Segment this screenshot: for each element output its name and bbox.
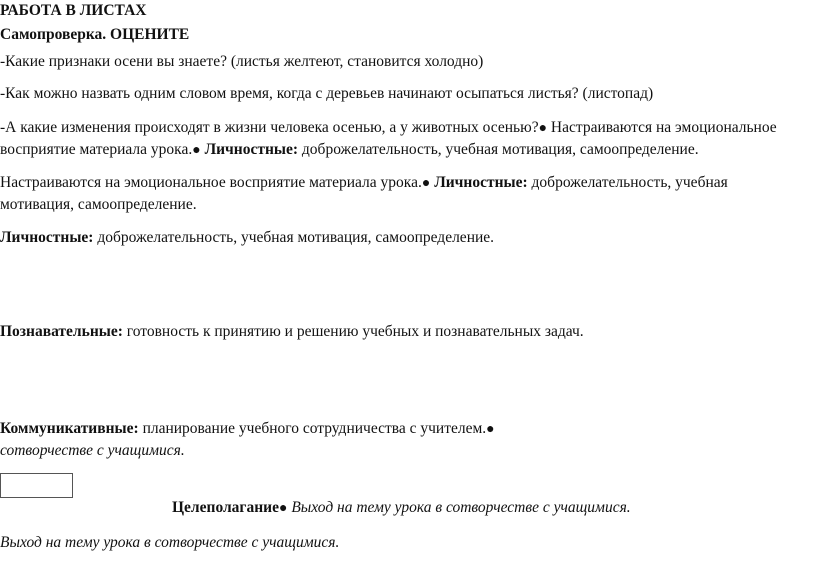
- personal-text: доброжелательность, учебная мотивация, самоопределение.: [301, 141, 699, 158]
- bullet-icon: ●: [538, 121, 548, 136]
- question-3: -А какие изменения происходят в жизни человека осенью, а у животных осенью?: [0, 119, 539, 136]
- goal-text: Выход на тему урока в сотворчестве с учащимися.: [291, 499, 631, 516]
- emotional-text: Настраиваются на эмоциональное восприятие материала урока.: [0, 174, 422, 191]
- goal-text-repeat: Выход на тему урока в сотворчестве с учащимися.: [0, 534, 340, 551]
- personal-line: [0, 227, 494, 249]
- question-2: -Как можно назвать одним словом время, когда с деревьев начинают осыпаться листья? (листопад): [0, 85, 654, 102]
- personal-label: Личностные:: [434, 174, 528, 191]
- cooperation-text: сотворчестве с учащимися.: [0, 442, 185, 459]
- goal-line: [172, 497, 631, 520]
- emotional-text-tail: восприятие материала урока.: [0, 141, 193, 158]
- empty-box: [0, 473, 73, 498]
- communicative-line: [0, 418, 495, 441]
- bullet-icon: ●: [421, 176, 431, 191]
- question-1: -Какие признаки осени вы знаете? (листья желтеют, становится холодно): [0, 53, 484, 70]
- personal-text: доброжелательность, учебная мотивация, самоопределение.: [97, 229, 495, 246]
- personal-text-part-2: мотивация, самоопределение.: [0, 196, 197, 213]
- personal-label: Личностные:: [204, 141, 299, 158]
- question-3-line: [0, 117, 777, 140]
- cognitive-label: Познавательные:: [0, 323, 123, 340]
- personal-label: Личностные:: [0, 229, 94, 246]
- cognitive-text: готовность к принятию и решению учебных и познавательных задач.: [126, 323, 584, 340]
- communicative-label: Коммуникативные:: [0, 420, 139, 437]
- personal-text-part-1: доброжелательность, учебная: [531, 174, 728, 191]
- emotional-text-start: Настраиваются на эмоциональное: [550, 119, 777, 136]
- cognitive-line: [0, 321, 584, 343]
- goal-label: Целеполагание: [172, 499, 279, 516]
- communicative-text: планирование учебного сотрудничества с учителем.: [142, 420, 487, 437]
- emotional-line-continued: [0, 139, 699, 162]
- page-title: РАБОТА В ЛИСТАХ: [0, 2, 147, 19]
- bullet-icon: ●: [192, 143, 201, 158]
- bullet-icon: ●: [278, 501, 288, 516]
- bullet-icon: ●: [486, 422, 495, 437]
- self-check-heading: Самопроверка. ОЦЕНИТЕ: [0, 26, 190, 43]
- emotional-personal-line: [0, 172, 728, 195]
